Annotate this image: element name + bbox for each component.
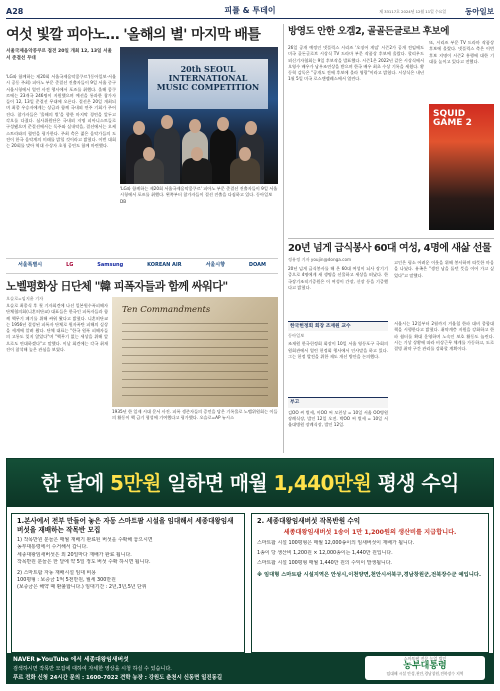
story3-body: 26일 공개 예정인 넷플릭스 시리즈 '오징어 게임' 시즌2가 공개 전임에도 미국 골든글로브 시상식 TV 드라마 부문 작품상 후보에 올랐다. 할리우드외신기자협회는 9일 후보작을 발표했다. 시즌1은 2022년 같은 시상식에서 오영수 배우가 남우조연상을 받으며 한국 배우 최초 수상 기록을 세웠다. 황동혁 감독은 "공개도 전에 후보에 올라 영광"이라고 밝혔다. 시상식은 내년 1월 5일 미국 로스앤젤레스에서 열린다. — [288, 45, 424, 82]
sponsor-logo: DOAM — [248, 262, 266, 269]
advertisement — [6, 458, 494, 684]
people-byline: 동아일보 — [288, 333, 305, 339]
ad-income-note: ※ 임대형 스마트팜 시설지역은 안성시,이천양면,천안시서북구,경남창원군,전북장수군 예입니다. — [257, 571, 481, 578]
person-head — [245, 121, 257, 135]
story1-caption: 'LG와 함께하는 제20회 서울국제음악콩쿠르' 피아노 부문 준결선 진출자들이 9일 서울시청에서 포즈를 취했다. 왼쪽부터 참가자들이 결선 진출을 다짐하고 있다. 동아일보DB — [120, 186, 278, 204]
sponsor-logo: 서울시향 — [205, 262, 225, 269]
story3-headline: 방영도 안한 오겜2, 골골든글로브 후보에 — [288, 26, 449, 37]
story4-byline: 정유정 기자 youjin@donga.com — [288, 257, 352, 262]
ad-recruit-item: 100평형 : 보증금 1억 5천만원, 월세 300만원 — [17, 576, 116, 583]
document-title: Ten Commandments — [122, 305, 211, 315]
ad-company-logo — [365, 656, 485, 680]
obituary-body: 김OO 씨 별세, 이OO 씨 모친상 = 10일 서울 OO병원 장례식장, 발인 12일 오전. 박OO 씨 별세 = 10일 서울대병원 장례식장, 발인 12일. — [288, 409, 388, 428]
story2-caption: 1935년 한 일제 시대 문서 사진. 피폭 생존자들의 증언을 담은 기록물로 노벨위원회는 이들의 활동이 핵 금기 형성에 기여했다고 평가했다. 오슬로=AP 뉴시스 — [112, 409, 278, 421]
document-line — [122, 395, 268, 396]
ad-recruit-item: 2) 스마트팜 자동 재배시설 임대 비용 — [17, 569, 96, 576]
page-number: A28 — [6, 7, 24, 16]
competition-photo — [120, 47, 278, 184]
ad-headline: 한 달에 5만원 일하면 매월 1,440만원 평생 수익 — [41, 471, 459, 495]
issue-info: 제 33117호 2024년 12월 11일 수요일 — [379, 9, 446, 14]
story2-body: 오슬로 최종식 후 첫 기자회견에 나선 일본원수폭피해자단체협의회(니혼히단쿄) 대표들은 한국인 피폭자들과 함께 핵무기 폐기를 위해 싸워 왔다고 밝혔다. 니혼히단쿄는 1956년 결성된 피폭자 단체로 원자폭탄 피해의 실상을 세계에 알려 왔다. 단체 대표는 "한국 원폭 피해자들의 고통도 잊지 않았다"며 "핵무기 없는 세상을 위해 앞으로도 연대하겠다"고 말했다. 이날 회견에는 각국 취재진이 참석해 높은 관심을 보였다. — [6, 303, 108, 353]
sponsor-strip — [6, 258, 278, 274]
document-photo — [112, 297, 278, 407]
column-divider — [283, 24, 284, 453]
ad-income-title: 2. 세종대왕임새버섯 작목반원 수익 — [257, 517, 361, 525]
person-figure — [230, 158, 260, 184]
ad-income-box — [251, 513, 489, 653]
document-line — [122, 347, 268, 348]
ad-recruit-item: 1) 작목반원 분들은 매월 재배기 완료된 버섯을 수확해 놓으시면 — [17, 537, 153, 544]
banner-text: 20th SEOUL INTERNATIONAL MUSIC COMPETITION — [156, 64, 260, 92]
ad-contact-line: 푸르 전화 신청 24시간 문의 : 1600-7022 견학 농장 : 강원도 춘천시 신동면 일진동길 — [13, 675, 223, 682]
ad-recruit-item: (보증금은 해약 때 환불합니다.) 임대기간 : 2년,3년,5년 단위 — [17, 584, 147, 591]
ad-banner — [7, 459, 493, 507]
ad-income-item: 스마트팜 시설 100평형은 매월 12,000송이의 임새버섯이 재배가 됩니다. — [257, 539, 414, 546]
story3-aside: 또, 시리즈 부문 TV 드라마 작품상 후보에 올랐다. 넷플릭스 측은 이번 후보 지명이 시즌2 흥행에 대한 기대를 높이고 있다고 전했다. — [429, 40, 494, 64]
ad-logo-sub: 임대해 시설 안성,천안,경남창원,전북장수 지역 — [386, 671, 464, 676]
ad-recruit-title: 1.본사에서 전부 만들어 놓은 자동 스마트팜 시설을 임대해서 세종대왕임새버섯을 재배하는 작목반 모집 — [17, 517, 234, 534]
sponsor-logo: KOREAN AIR — [147, 262, 182, 269]
story1-subhead: 서울국제음악콩쿠르 접전 20일 개최 12, 13일 서울서 준결선 무대 — [6, 49, 112, 61]
poster-title: SQUID GAME 2 — [433, 109, 472, 128]
ad-income-item: 1송이 당 생산비 1,200원 × 12,000송이는 1,440만 원입니다. — [257, 549, 393, 556]
ad-logo-tagline: 스마트팜 전문 농업 법인 — [403, 656, 447, 661]
story6-body: 서울시는 12일부터 2월까지 겨울철 한파 대비 종합대책을 시행한다고 밝혔다. 취약계층 지원을 강화하고 한파 쉼터를 확대 운영하며 노숙인 보호 활동도 늘린다. 시는 기상 상황에 따라 비상근무 체계를 가동하고, 도로 결빙 취약 구간 관리를 강화할 계획이다. — [394, 321, 494, 352]
person-head — [239, 147, 251, 161]
people-column — [288, 321, 388, 455]
document-line — [122, 387, 268, 388]
person-figure — [134, 158, 164, 184]
ad-recruit-box — [11, 513, 245, 653]
document-line — [122, 331, 268, 332]
person-head — [189, 119, 201, 133]
document-line — [122, 355, 268, 356]
ad-footer — [7, 653, 493, 683]
ad-video-line: 검색하시면 작목반 모집에 대하여 자세한 영상을 시청 하실 수 있습니다. — [13, 665, 172, 672]
ad-recruit-item: 세종대왕임새버섯은 외 20일마다 재배가 완료 됩니다. — [17, 551, 132, 558]
ad-recruit-item: 작목반원 분들은 한 달에 약 5일 정도 버섯 수확 하시면 됩니다. — [17, 559, 151, 566]
sponsor-logo: Samsung — [97, 262, 124, 269]
document-line — [122, 379, 268, 380]
person-figure — [182, 158, 212, 184]
person-head — [143, 147, 155, 161]
document-line — [122, 363, 268, 364]
story4-aside: 고인은 평소 어려운 이웃을 위해 봉사하며 따뜻한 마음을 나눴다. 유족은 "생전 남을 돕던 뜻을 이어 가고 싶었다"고 말했다. — [394, 260, 494, 278]
document-line — [122, 339, 268, 340]
sponsor-logo: LG — [66, 262, 74, 269]
sponsor-logo: 서울특별시 — [17, 262, 43, 269]
story1-headline: 여섯 빛깔 피아노… '올해의 별' 마지막 배틀 — [6, 27, 261, 43]
story4-headline: 20년 넘게 급식봉사 60대 여성, 4명에 새삶 선물 — [288, 238, 494, 256]
newspaper-logo: 동아일보 — [465, 7, 494, 16]
ad-recruit-item: 농부대통령에서 수거해서 갑니다. — [17, 544, 88, 551]
ad-search-line: NAVER ▶YouTube 에서 세종대왕임새버섯 — [13, 657, 129, 663]
squid-game-poster — [429, 104, 494, 230]
document-line — [122, 323, 268, 324]
ad-income-highlight: 세종대왕임새버섯 1송이 1만 1,200원의 생산비를 지급합니다. — [283, 528, 457, 536]
person-head — [191, 147, 203, 161]
story2-byline: 오슬로=임지윤 기자 — [6, 296, 44, 301]
person-head — [133, 121, 145, 135]
person-head — [217, 117, 229, 131]
story4-body: 20년 넘게 급식봉사를 해 온 60대 여성이 뇌사 장기기증으로 4명에게 새 생명을 선물하고 세상을 떠났다. 한국장기조직기증원은 이 여성이 간장, 신장 등을 기증했다고 밝혔다. — [288, 266, 388, 290]
person-head — [161, 115, 173, 129]
ad-income-item: 스마트팜 시설 100평형 매월 1,440만 원의 수익이 발생됩니다. — [257, 560, 392, 567]
obituary-label: 부고 — [288, 397, 388, 407]
section-title: 피플 & 투데이 — [224, 6, 276, 15]
document-line — [122, 371, 268, 372]
story1-body: 'LG와 함께하는 제20회 서울국제음악콩쿠르'(동아일보·서울시 공동 주최) 피아노 부문 준결선 진출자들이 9일 서울 중구 서울시청에서 열린 사전 행사에서 포즈를 취했다. 올해 콩쿠르에는 23개국 246명이 지원했으며 예선을 통과한 참가자들이 12, 13일 준결선 무대에 오른다. 결선은 20일 개최되며 최종 우승자에게는 상금과 함께 국내외 연주 기회가 주어진다. 참가자들은 '올해의 별'을 향한 마지막 경연을 앞두고 각오를 다졌다. 심사위원단은 국내외 저명 피아니스트들로 구성됐으며 준결선에서는 독주와 실내악을, 결선에서는 오케스트라와의 협연을 평가한다. 주최 측은 젊은 음악가들의 도전이 한국 음악계의 미래를 밝힐 것이라고 밝혔다. 이번 대회는 20회를 맞아 역대 수상자 초청 공연도 함께 마련했다. — [6, 74, 116, 149]
ad-logo-name: 농부대통령 — [403, 661, 447, 671]
people-label: 한국헌정회 회장 조재원 교수 — [288, 321, 388, 331]
people-body: 조재원 한국헌정회 회장이 10일 서울 영등포구 국회의원회관에서 열린 헌정회 행사에서 인사말을 하고 있다. 그는 헌정 발전을 위한 제도 개선 방안을 논의했다. — [288, 341, 388, 360]
story2-headline: 노벨평화상 日단체 "韓 피폭자들과 함께 싸워다" — [6, 280, 228, 293]
page-header — [6, 3, 494, 19]
